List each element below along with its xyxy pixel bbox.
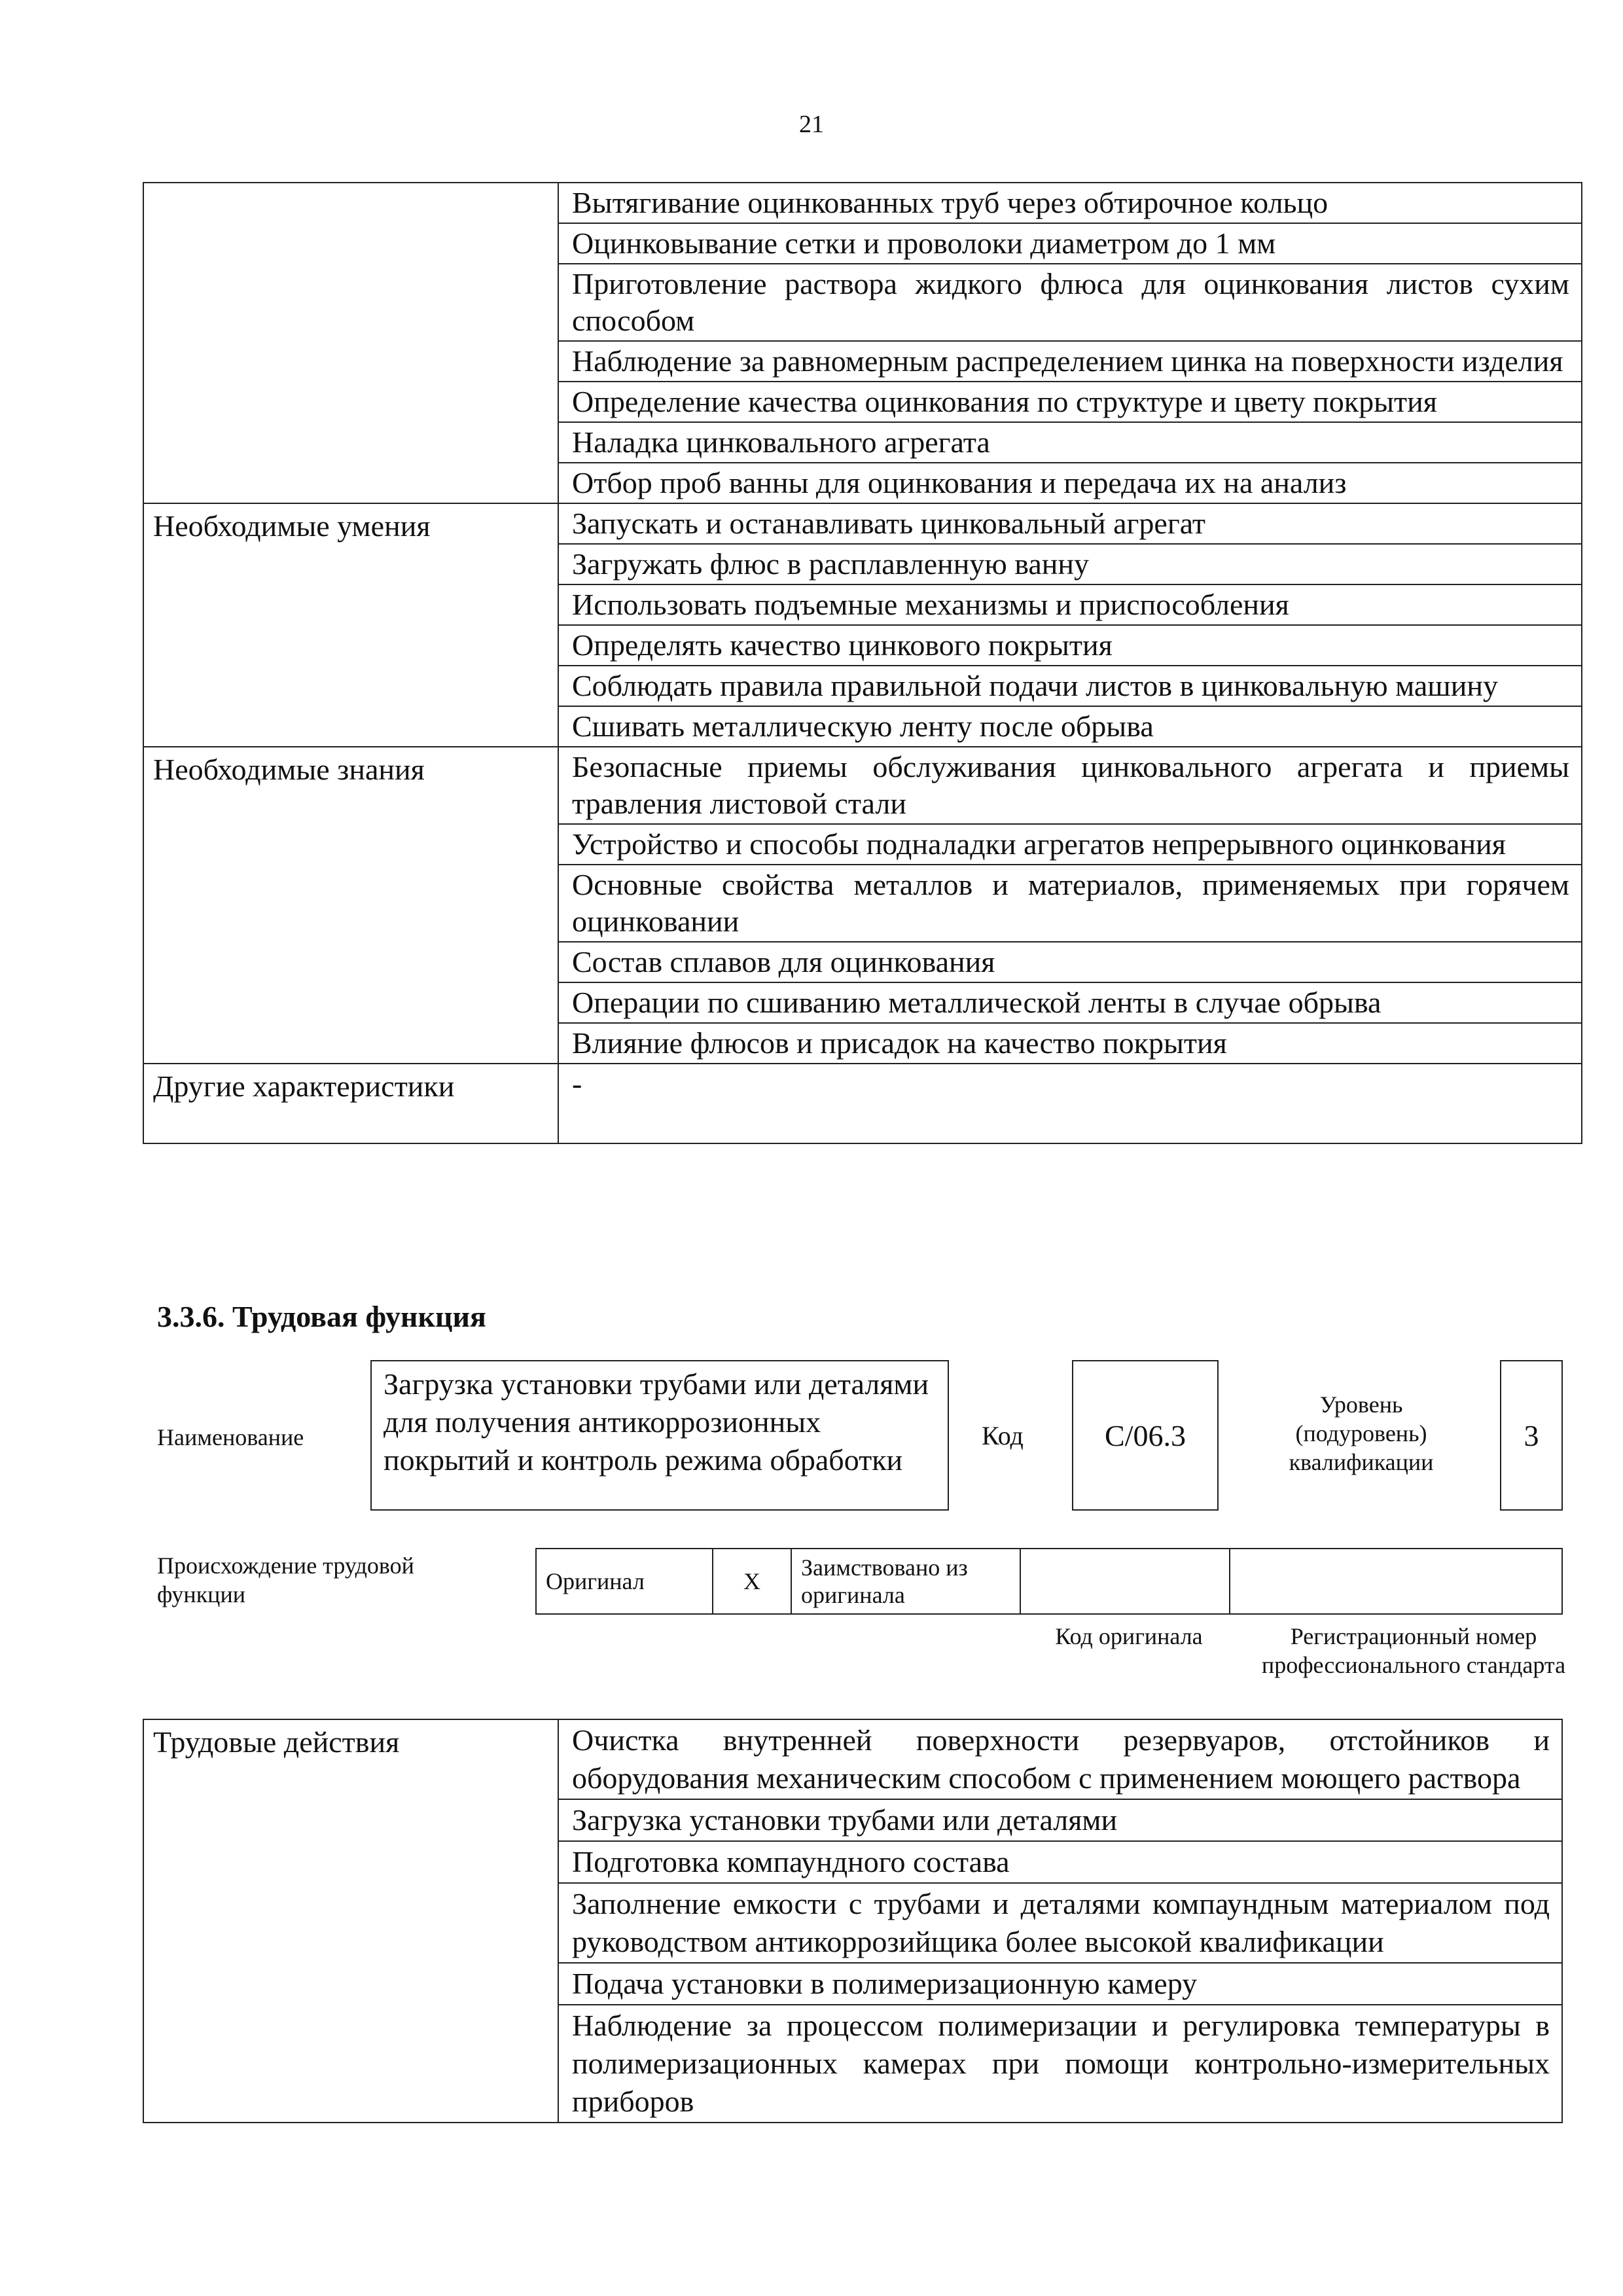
competency-table bbox=[143, 182, 1582, 1144]
labor-actions-table bbox=[143, 1719, 1563, 2123]
code-box bbox=[1072, 1360, 1219, 1511]
skill-item: Соблюдать правила правильной подачи листов в цинковальную машину bbox=[558, 666, 1582, 706]
original-mark: X bbox=[713, 1549, 791, 1614]
actions-label: Трудовые действия bbox=[143, 1719, 558, 2123]
knowledge-item: Основные свойства металлов и материалов, применяемых при горячем оцинковании bbox=[558, 865, 1582, 942]
action-item: Наблюдение за равномерным распределением цинка на поверхности изделия bbox=[558, 341, 1582, 382]
action-item: Вытягивание оцинкованных труб через обтирочное кольцо bbox=[558, 183, 1582, 223]
other-characteristics-value: - bbox=[558, 1064, 1582, 1143]
action-item: Оцинковывание сетки и проволоки диаметром до 1 мм bbox=[558, 223, 1582, 264]
label-cell-empty bbox=[143, 183, 558, 503]
page-number: 21 bbox=[799, 111, 824, 138]
level-value: 3 bbox=[1524, 1418, 1539, 1452]
section-title: 3.3.6. Трудовая функция bbox=[157, 1300, 486, 1333]
action-item: Заполнение емкости с трубами и деталями компаундным материалом под руководством антикоррозийщика более высокой квалификации bbox=[558, 1883, 1562, 1963]
other-characteristics-label: Другие характеристики bbox=[143, 1064, 558, 1143]
origin-table bbox=[535, 1548, 1563, 1615]
knowledge-item: Безопасные приемы обслуживания цинковального агрегата и приемы травления листовой стали bbox=[558, 747, 1582, 824]
function-name-value: Загрузка установки трубами или деталями для получения антикоррозионных покрытий и контроль режима обработки bbox=[383, 1367, 929, 1477]
action-item: Очистка внутренней поверхности резервуаров, отстойников и оборудования механическим способом с применением моющего раствора bbox=[558, 1719, 1562, 1799]
origin-label: Происхождение трудовой функции bbox=[157, 1552, 414, 1607]
action-item: Наладка цинковального агрегата bbox=[558, 422, 1582, 463]
action-item: Загрузка установки трубами или деталями bbox=[558, 1799, 1562, 1841]
action-item: Подготовка компаундного состава bbox=[558, 1841, 1562, 1883]
borrowed-label: Заимствовано из оригинала bbox=[791, 1549, 1020, 1614]
knowledge-item: Устройство и способы подналадки агрегатов непрерывного оцинкования bbox=[558, 824, 1582, 865]
skills-label: Необходимые умения bbox=[143, 503, 558, 747]
reg-number-caption: Регистрационный номер профессионального стандарта bbox=[1261, 1623, 1566, 1678]
action-item: Приготовление раствора жидкого флюса для оцинкования листов сухим способом bbox=[558, 264, 1582, 341]
code-label: Код bbox=[982, 1421, 1024, 1450]
skill-item: Использовать подъемные механизмы и приспособления bbox=[558, 584, 1582, 625]
skill-item: Запускать и останавливать цинковальный агрегат bbox=[558, 503, 1582, 544]
level-box bbox=[1500, 1360, 1563, 1511]
function-name-box bbox=[370, 1360, 949, 1511]
knowledge-item: Операции по сшиванию металлической ленты в случае обрыва bbox=[558, 982, 1582, 1023]
original-code-cell bbox=[1020, 1549, 1230, 1614]
knowledge-item: Влияние флюсов и присадок на качество покрытия bbox=[558, 1023, 1582, 1064]
skill-item: Загружать флюс в расплавленную ванну bbox=[558, 544, 1582, 584]
knowledge-label: Необходимые знания bbox=[143, 747, 558, 1064]
action-item: Подача установки в полимеризационную камеру bbox=[558, 1963, 1562, 2005]
action-item: Наблюдение за процессом полимеризации и регулировка температуры в полимеризационных камерах при помощи контрольно-измерительных приборов bbox=[558, 2005, 1562, 2123]
action-item: Отбор проб ванны для оцинкования и передача их на анализ bbox=[558, 463, 1582, 503]
level-label: Уровень (подуровень) квалификации bbox=[1289, 1391, 1434, 1475]
action-item: Определение качества оцинкования по структуре и цвету покрытия bbox=[558, 382, 1582, 422]
original-code-caption: Код оригинала bbox=[1055, 1623, 1203, 1649]
skill-item: Определять качество цинкового покрытия bbox=[558, 625, 1582, 666]
knowledge-item: Состав сплавов для оцинкования bbox=[558, 942, 1582, 982]
name-label: Наименование bbox=[157, 1424, 304, 1450]
skill-item: Сшивать металлическую ленту после обрыва bbox=[558, 706, 1582, 747]
original-label: Оригинал bbox=[536, 1549, 713, 1614]
code-value: C/06.3 bbox=[1105, 1418, 1186, 1452]
reg-number-cell bbox=[1230, 1549, 1562, 1614]
